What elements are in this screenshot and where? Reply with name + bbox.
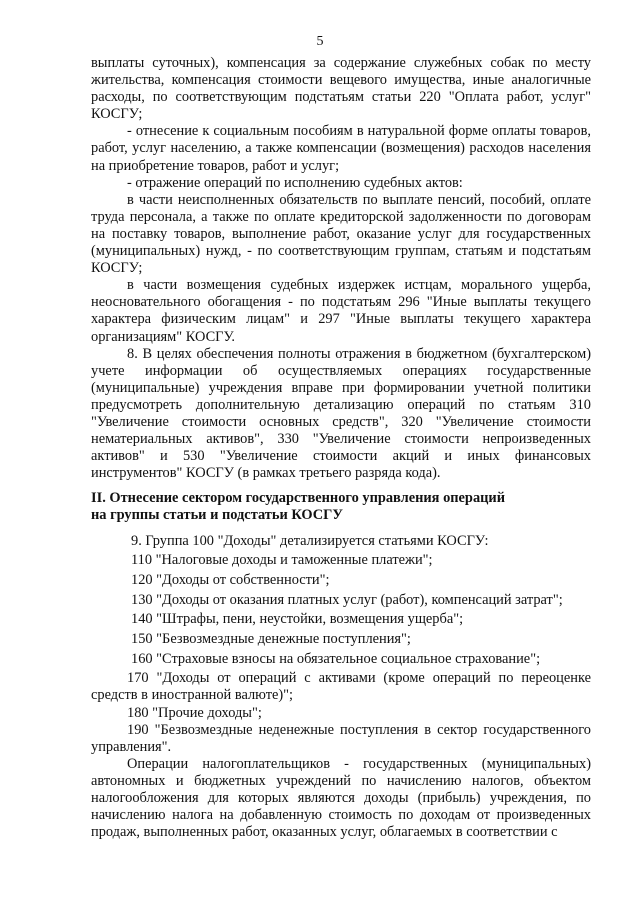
list-item: 170 "Доходы от операций с активами (кроме операций по переоценке средств в иностранной валюте)"; [91,670,591,704]
list-item: 150 "Безвозмездные денежные поступления"; [131,630,411,647]
paragraph-court-acts: - отражение операций по исполнению судебных актов: [127,174,463,191]
paragraph-continuation: выплаты суточных), компенсация за содержание служебных собак по месту жительства, компенсация стоимости вещевого имущества, иные аналогичные расходы, по соответствующим подстатьям статьи 220 "Оплата работ, услуг" КОСГУ; [91,55,591,123]
list-item: 180 "Прочие доходы"; [127,704,262,721]
articles-list [91,533,591,668]
spacer [91,482,591,490]
list-item: 110 "Налоговые доходы и таможенные платежи"; [131,552,433,569]
paragraph-social-benefits: - отнесение к социальным пособиям в натуральной форме оплаты товаров, работ, услуг населению, а также компенсации (возмещения) расходов населения на приобретение товаров, работ и услуг; [91,123,591,174]
section-heading-line-1: II. Отнесение сектором государственного управления операций [91,490,506,507]
list-item: 140 "Штрафы, пени, неустойки, возмещения ущерба"; [131,611,464,628]
list-item: 130 "Доходы от оказания платных услуг (работ), компенсаций затрат"; [131,591,563,608]
paragraph-item-8: 8. В целях обеспечения полноты отражения в бюджетном (бухгалтерском) учете информации об осуществляемых операциях государственные (муниципальные) учреждения вправе при формировании учетной политики предусмотреть дополнительную детализацию операций по статьям 310 "Увеличение стоимости основных средств", 320 "Увеличение стоимости нематериальных активов", 330 "Увеличение стоимости непроизведенных активов" и 530 "Увеличение стоимости акций и иных финансовых инструментов" КОСГУ (в рамках третьего разряда кода). [91,345,591,482]
list-item: 190 "Безвозмездные неденежные поступления в сектор государственного управления". [91,721,591,755]
paragraph-unfulfilled-obligations: в части неисполненных обязательств по выплате пенсий, пособий, оплате труда персонала, а также по оплате кредиторской задолженности по договорам на поставку товаров, выполнение работ, оказание услуг для государственных (муниципальных) нужд, - по соответствующим группам, статьям и подстатьям КОСГУ; [91,191,591,277]
group-intro: 9. Группа 100 "Доходы" детализируется статьями КОСГУ: [131,532,489,549]
page-number: 5 [316,34,324,49]
list-item: 120 "Доходы от собственности"; [131,571,330,588]
spacer [91,525,591,533]
paragraph-taxpayers: Операции налогоплательщиков - государственных (муниципальных) автономных и бюджетных учреждений по начислению налогов, объектом налогообложения для которых являются доходы (прибыль) учреждения, по начислению налога на добавленную стоимость по доходам от произведенных продаж, выполненных работ, оказанных услуг, облагаемых в соответствии с [91,755,591,841]
list-item: 160 "Страховые взносы на обязательное социальное страхование"; [131,650,541,667]
section-heading-line-2: на группы статьи и подстатьи КОСГУ [91,507,343,524]
paragraph-court-costs: в части возмещения судебных издержек истцам, морального ущерба, неосновательного обогащения - по подстатьям 296 "Иные выплаты текущего характера физическим лицам" и 297 "Иные выплаты текущего характера организациям" КОСГУ. [91,277,591,345]
document-body [91,55,591,841]
